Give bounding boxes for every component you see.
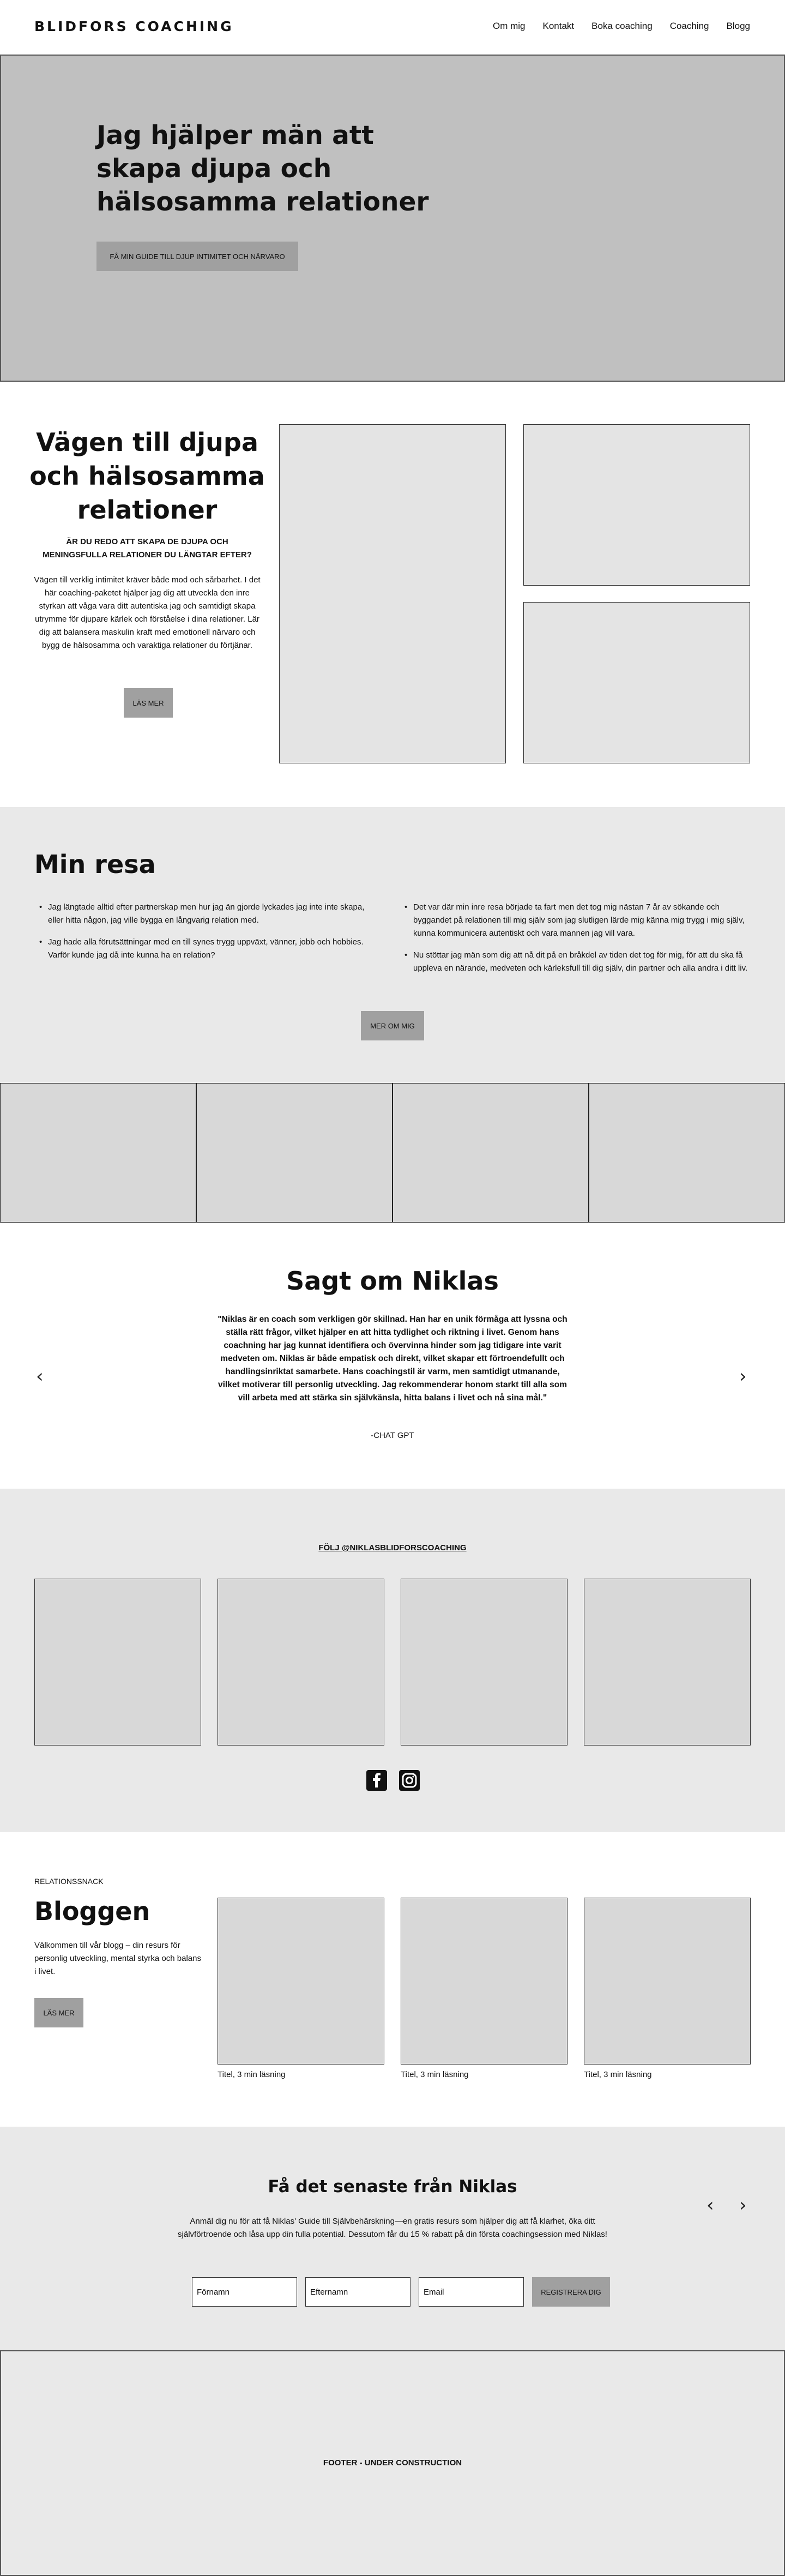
chevron-right-icon[interactable]: › [739, 1365, 747, 1387]
footer-text: FOOTER - UNDER CONSTRUCTION [323, 2458, 462, 2467]
intro-read-more-button[interactable]: LÄS MER [124, 688, 173, 718]
site-logo[interactable]: BLIDFORS COACHING [34, 19, 234, 34]
testimonial-author: -CHAT GPT [371, 1431, 414, 1440]
newsletter-title: Få det senaste från Niklas [268, 2177, 517, 2196]
blog-post-image[interactable] [401, 1898, 567, 2065]
nav-link-blogg[interactable]: Blogg [726, 21, 750, 31]
strip-image [0, 1083, 196, 1223]
instagram-section [0, 1489, 785, 1832]
hero-title: Jag hjälper män att skapa djupa och hälsosamma relationer [96, 121, 429, 217]
blog-kicker: RELATIONSSNACK [34, 1877, 104, 1886]
newsletter-text: Anmäl dig nu för att få Niklas' Guide till Självbehärskning—en gratis resurs som hjälper dig att få klarhet, öka ditt självförtroende och låsa upp din fulla potential. Dessutom får du 15 % rabatt på din första coachingsession med Niklas! [178, 2217, 607, 2239]
intro-image-top [523, 424, 750, 586]
list-item: • Nu stöttar jag män som dig att nå dit på en bråkdel av tiden det tog för mig, för att du ska få uppleva en närande, medveten och kärleksfull till dig själv, din partner och alla andra i ditt liv. [401, 949, 750, 975]
intro-image-large [279, 424, 506, 763]
image-strip [0, 1083, 785, 1223]
social-icons [366, 1770, 420, 1791]
site-footer [0, 2350, 785, 2576]
instagram-post[interactable] [34, 1579, 201, 1746]
blog-read-more-button[interactable]: LÄS MER [34, 1998, 83, 2027]
chevron-left-icon[interactable]: ‹ [706, 2194, 714, 2216]
blog-post-image[interactable] [218, 1898, 384, 2065]
list-item: • Jag längtade alltid efter partnerskap men hur jag än gjorde lyckades jag inte inte skapa, eller hitta någon, jag ville bygga en långvarig relation med. [36, 901, 374, 927]
more-about-me-button[interactable]: MER OM MIG [361, 1011, 424, 1040]
nav-link-om-mig[interactable]: Om mig [493, 21, 526, 31]
chevron-left-icon[interactable]: ‹ [36, 1365, 44, 1387]
list-item: • Det var där min inre resa började ta fart men det tog mig nästan 7 år av sökande och byggandet på relationen till mig själv som jag slutligen lärde mig känna mig trygg i mig själv, kunna kommunicera autentiskt och vara mannen jag vill vara. [401, 901, 750, 940]
instagram-icon[interactable] [399, 1770, 420, 1791]
hero-section [0, 55, 785, 382]
register-button[interactable]: REGISTRERA DIG [532, 2277, 610, 2307]
nav-link-kontakt[interactable]: Kontakt [542, 21, 575, 31]
blog-post-caption[interactable]: Titel, 3 min läsning [401, 2070, 469, 2079]
newsletter-section [0, 2127, 785, 2350]
nav-link-boka-coaching[interactable]: Boka coaching [591, 21, 653, 31]
email-field[interactable] [419, 2277, 524, 2307]
blog-post-caption[interactable]: Titel, 3 min läsning [584, 2070, 652, 2079]
facebook-icon[interactable] [366, 1770, 387, 1791]
my-journey-section [0, 807, 785, 1083]
site-header [0, 0, 785, 55]
firstname-field[interactable] [192, 2277, 297, 2307]
nav-link-coaching[interactable]: Coaching [669, 21, 709, 31]
list-item: • Jag hade alla förutsättningar med en till synes trygg uppväxt, vänner, jobb och hobbies. Varför kunde jag då inte kunna ha en relation? [36, 936, 374, 962]
instagram-post[interactable] [584, 1579, 751, 1746]
blog-text: Välkommen till vår blogg – din resurs för personlig utveckling, mental styrka och balans i livet. [34, 1941, 201, 1976]
intro-text: Vägen till verklig intimitet kräver både mod och sårbarhet. I det här coaching-paketet hjälper jag dig att utveckla den inre styrkan att våga vara ditt autentiska jag och samtidigt skapa utrymme för djupare kärlek och förståelse i dina relationer. Lär dig att balansera maskulin kraft med emotionell närvaro och bygg de hälsosamma och varaktiga relationer du förtjänar. [34, 575, 261, 650]
instagram-follow-link[interactable]: FÖLJ @NIKLASBLIDFORSCOACHING [318, 1543, 467, 1552]
main-nav [493, 21, 750, 32]
strip-image [196, 1083, 392, 1223]
blog-post-caption[interactable]: Titel, 3 min läsning [218, 2070, 286, 2079]
instagram-post[interactable] [401, 1579, 567, 1746]
instagram-post[interactable] [218, 1579, 384, 1746]
testimonial-title: Sagt om Niklas [286, 1266, 499, 1296]
testimonial-section [0, 1223, 785, 1489]
strip-image [589, 1083, 785, 1223]
intro-subtitle: ÄR DU REDO ATT SKAPA DE DJUPA OCH MENINGSFULLA RELATIONER DU LÄNGTAR EFTER? [43, 537, 252, 559]
intro-section [0, 382, 785, 807]
blog-title: Bloggen [34, 1897, 150, 1926]
lastname-field[interactable] [305, 2277, 410, 2307]
journey-list-right [401, 901, 750, 984]
hero-guide-button[interactable]: FÅ MIN GUIDE TILL DJUP INTIMITET OCH NÄRVARO [96, 242, 298, 271]
strip-image [392, 1083, 589, 1223]
chevron-right-icon[interactable]: › [739, 2194, 747, 2216]
intro-title: Vägen till djupa och hälsosamma relationer [29, 428, 265, 525]
testimonial-quote: "Niklas är en coach som verkligen gör skillnad. Han har en unik förmåga att lyssna och ställa rätt frågor, vilket hjälper en att hitta tydlighet och riktning i livet. Genom hans coachning har jag kunnat identifiera och övervinna hinder som jag tidigare inte varit medveten om. Niklas är både empatisk och direkt, vilket skapar ett förtroendefullt och handlingsinriktat samarbete. Hans coachingstil är varm, men samtidigt utmanande, vilket motiverar till personlig utveckling. Jag rekommenderar honom starkt till alla som vill arbeta med att stärka sin självkänsla, hitta balans i livet och nå sina mål." [218, 1315, 567, 1403]
journey-list-left [36, 901, 374, 971]
intro-image-bottom [523, 602, 750, 763]
blog-section [0, 1832, 785, 2127]
journey-title: Min resa [34, 850, 156, 879]
blog-post-image[interactable] [584, 1898, 751, 2065]
